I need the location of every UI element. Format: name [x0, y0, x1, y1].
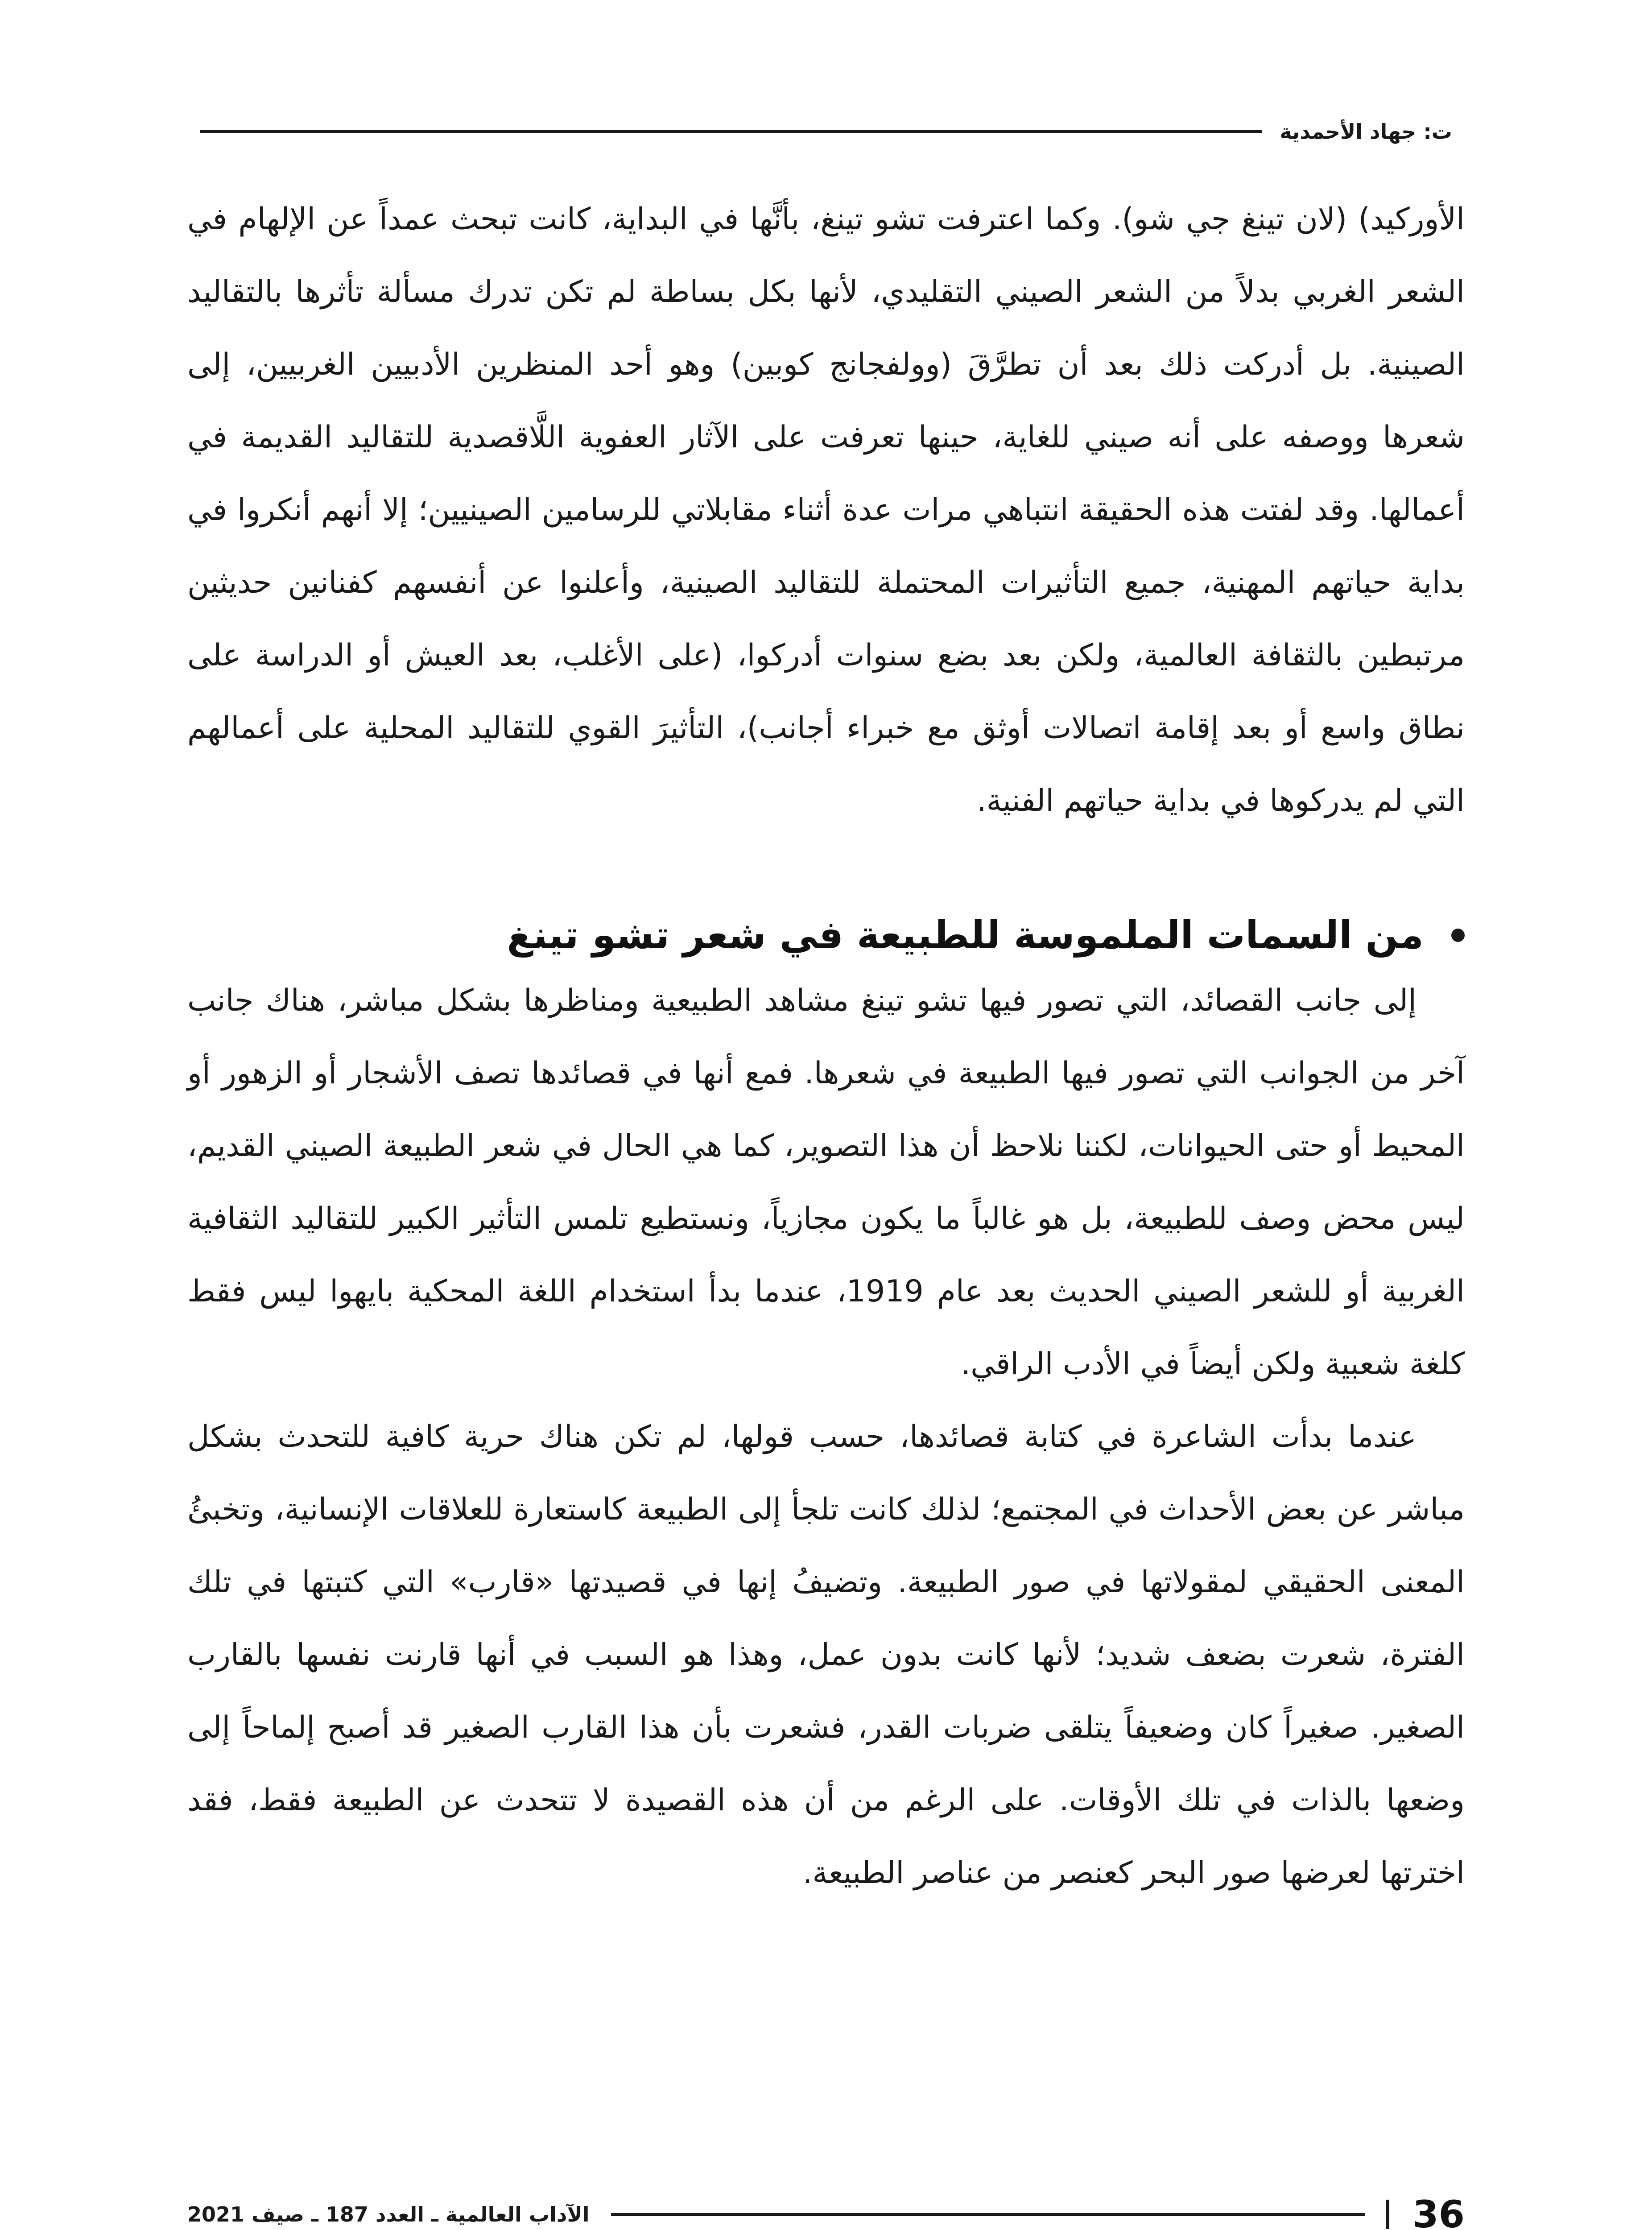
body-paragraph: إلى جانب القصائد، التي تصور فيها تشو تينغ مشاهد الطبيعية ومناظرها بشكل مباشر، هناك جانب آخر من الجوانب التي تصور فيها الطبيعة في شعرها. فمع أنها في قصائدها تصف الأشجار أو الزهور أو المحيط أو حتى الحيوانات، لكننا نلاحظ أن هذا التصوير، كما هي الحال في شعر الطبيعة الصيني القديم، ليس محض وصف للطبيعة، بل هو غالباً ما يكون مجازياً، ونستطيع تلمس التأثير الكبير للتقاليد الثقافية الغربية أو للشعر الصيني الحديث بعد عام 1919، عندما بدأ استخدام اللغة المحكية بايهوا ليس فقط كلغة شعبية ولكن أيضاً في الأدب الراقي. [187, 983, 1465, 1382]
journal-issue: الآداب العالمية ـ العدد 187 ـ صيف 2021 [187, 2202, 590, 2226]
running-header [200, 114, 1452, 149]
article-body [187, 183, 1465, 1909]
translator-credit: ت: جهاد الأحمدية [1280, 120, 1452, 144]
bullet-icon [1451, 929, 1465, 942]
page-footer [187, 2192, 1465, 2230]
section-heading-text: من السمات الملموسة للطبيعة في شعر تشو تينغ [507, 913, 1424, 958]
header-rule [200, 130, 1262, 133]
body-paragraph: عندما بدأت الشاعرة في كتابة قصائدها، حسب قولها، لم تكن هناك حرية كافية للتحدث بشكل مباشر عن بعض الأحداث في المجتمع؛ لذلك كانت تلجأ إلى الطبيعة كاستعارة للعلاقات الإنسانية، وتخبئُ المعنى الحقيقي لمقولاتها في صور الطبيعة. وتضيفُ إنها في قصيدتها «قارب» التي كتبتها في تلك الفترة، شعرت بضعف شديد؛ لأنها كانت بدون عمل، وهذا هو السبب في أنها قارنت نفسها بالقارب الصغير. صغيراً كان وضعيفاً يتلقى ضربات القدر، فشعرت بأن هذا القارب الصغير قد أصبح إلماحاً إلى وضعها بالذات في تلك الأوقات. على الرغم من أن هذه القصيدة لا تتحدث عن الطبيعة فقط، فقد اخترتها لعرضها صور البحر كعنصر من عناصر الطبيعة. [187, 1419, 1465, 1891]
footer-separator [1386, 2200, 1389, 2229]
body-paragraph: الأوركيد) (لان تينغ جي شو). وكما اعترفت تشو تينغ، بأنَّها في البداية، كانت تبحث عمداً عن الإلهام في الشعر الغربي بدلاً من الشعر الصيني التقليدي، لأنها بكل بساطة لم تكن تدرك مسألة تأثرها بالتقاليد الصينية. بل أدركت ذلك بعد أن تطرَّقَ (وولفجانج كوبين) وهو أحد المنظرين الأدبيين الغربيين، إلى شعرها ووصفه على أنه صيني للغاية، حينها تعرفت على الآثار العفوية اللَّاقصدية للتقاليد القديمة في أعمالها. وقد لفتت هذه الحقيقة انتباهي مرات عدة أثناء مقابلاتي للرسامين الصينيين؛ إلا أنهم أنكروا في بداية حياتهم المهنية، جميع التأثيرات المحتملة للتقاليد الصينية، وأعلنوا عن أنفسهم كفنانين حديثين مرتبطين بالثقافة العالمية، ولكن بعد بضع سنوات أدركوا، (على الأغلب، بعد العيش أو الدراسة على نطاق واسع أو بعد إقامة اتصالات أوثق مع خبراء أجانب)، التأثيرَ القوي للتقاليد المحلية على أعمالهم التي لم يدركوها في بداية حياتهم الفنية. [187, 202, 1465, 818]
page-number: 36 [1412, 2193, 1465, 2230]
footer-rule [611, 2213, 1365, 2216]
section-heading [187, 906, 1465, 964]
